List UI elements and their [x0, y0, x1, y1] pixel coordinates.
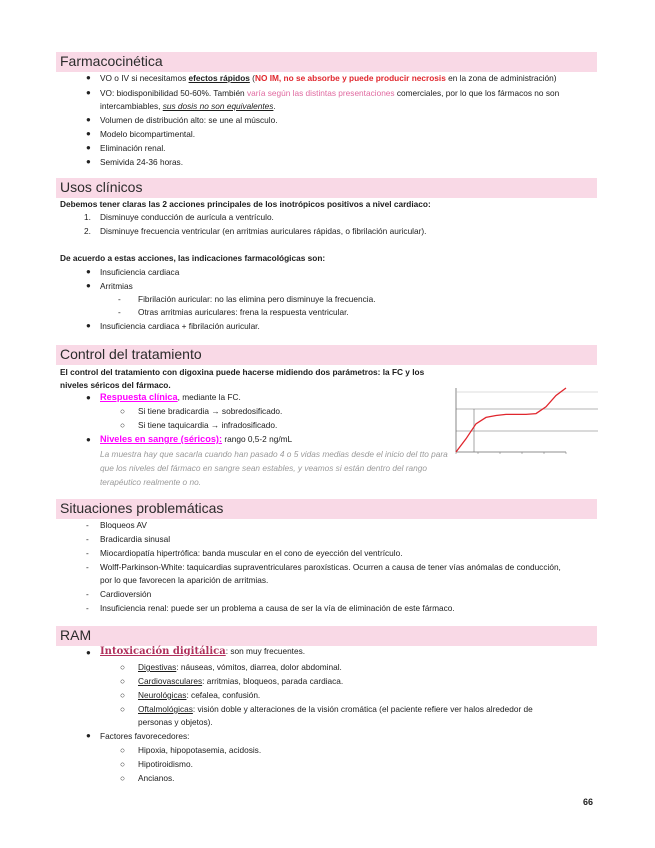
dash-icon: - [86, 562, 89, 572]
circle-bullet-icon: ○ [120, 773, 126, 783]
situacion-miocardiopatia: Miocardiopatía hipertrófica: banda muscular en el cono de eyección del ventrículo. [100, 548, 403, 558]
control-bradicardia: Si tiene bradicardia → sobredosificado. [138, 406, 283, 416]
bullet-icon: ● [86, 143, 91, 152]
circle-bullet-icon: ○ [120, 759, 126, 769]
circle-bullet-icon: ○ [120, 406, 126, 416]
ram-oftalmologicas-cont: personas y objetos). [138, 717, 213, 727]
usos-indic-intro: De acuerdo a estas acciones, las indicaciones farmacológicas son: [60, 253, 326, 263]
bullet-icon: ● [86, 648, 91, 657]
usos-intro: Debemos tener claras las 2 acciones principales de los inotrópicos positivos a nivel cardiaco: [60, 199, 431, 209]
circle-bullet-icon: ○ [120, 704, 126, 714]
digoxin-level-chart [432, 378, 602, 482]
ram-cardiovasculares: Cardiovasculares: arritmias, bloqueos, parada cardiaca. [138, 676, 344, 686]
bullet-icon: ● [86, 731, 91, 740]
section-title: Farmacocinética [60, 53, 163, 69]
control-note: La muestra hay que sacarla cuando han pasado 4 o 5 vidas medias desde el inicio del tto para que los niveles del fármaco en sangre sean estables, y veamos si están dentro del rango terapéutico realmente o no. [100, 449, 448, 487]
page-number: 66 [582, 797, 593, 807]
indic-item-arritmias: Arritmias [100, 281, 133, 291]
list-number: 2. [84, 226, 91, 236]
concentration-curve [456, 388, 566, 452]
section-header-usos [56, 178, 597, 198]
circle-bullet-icon: ○ [120, 745, 126, 755]
bullet-icon: ● [86, 129, 91, 138]
section-title: Situaciones problemáticas [60, 500, 224, 516]
circle-bullet-icon: ○ [120, 676, 126, 686]
list-number: 1. [84, 212, 91, 222]
indic-sub-otras: Otras arritmias auriculares: frena la respuesta ventricular. [138, 307, 349, 317]
bullet-icon: ● [86, 73, 91, 82]
bullet-icon: ● [86, 281, 91, 290]
ram-intoxicacion: Intoxicación digitálica: son muy frecuentes. [100, 646, 306, 657]
farmaco-item-modelo: Modelo bicompartimental. [100, 129, 195, 139]
farmaco-item-elim: Eliminación renal. [100, 143, 166, 153]
bullet-icon: ● [86, 157, 91, 166]
section-title: RAM [60, 627, 92, 643]
usos-action-1: Disminuye conducción de aurícula a ventrículo. [100, 212, 274, 222]
dash-icon: - [86, 548, 89, 558]
farmaco-item-vo: VO o IV si necesitamos efectos rápidos (NO IM, no se absorbe y puede producir necrosis en la zona de administración) [100, 73, 557, 83]
circle-bullet-icon: ○ [120, 690, 126, 700]
circle-bullet-icon: ○ [120, 662, 126, 672]
farmaco-item-bio: VO: biodisponibilidad 50-60%. También varía según las distintas presentaciones comerciales, por lo que los fármacos no son [100, 88, 560, 98]
control-intro-1: El control del tratamiento con digoxina puede hacerse midiendo dos parámetros: la FC y los [60, 367, 425, 377]
section-title: Usos clínicos [60, 179, 143, 195]
ram-digestivas: Digestivas: náuseas, vómitos, diarrea, dolor abdominal. [138, 662, 342, 672]
situacion-bradicardia: Bradicardia sinusal [100, 534, 171, 544]
indic-item-ic-fa: Insuficiencia cardiaca + fibrilación auricular. [100, 321, 260, 331]
dash-icon: - [86, 603, 89, 613]
control-intro-2: niveles séricos del fármaco. [60, 380, 171, 390]
dash-icon: - [86, 534, 89, 544]
situacion-cardioversion: Cardioversión [100, 589, 152, 599]
usos-action-2: Disminuye frecuencia ventricular (en arritmias auriculares rápidas, o fibrilación auricular). [100, 226, 427, 236]
bullet-icon: ● [86, 435, 91, 444]
control-niveles: Niveles en sangre (séricos): rango 0,5-2 ng/mL [100, 434, 293, 444]
section-header-ram [56, 626, 597, 646]
farmaco-item-bio-cont: intercambiables, sus dosis no son equivalentes. [100, 101, 276, 111]
dash-icon: - [118, 307, 121, 317]
section-header-farmacocinetica [56, 52, 597, 72]
bullet-icon: ● [86, 321, 91, 330]
indic-sub-fa: Fibrilación auricular: no las elimina pero disminuye la frecuencia. [138, 294, 376, 304]
section-header-control [56, 345, 597, 365]
indic-item-ic: Insuficiencia cardiaca [100, 267, 180, 277]
bullet-icon: ● [86, 88, 91, 97]
factor-hipotiroidismo: Hipotiroidismo. [138, 759, 193, 769]
bullet-icon: ● [86, 267, 91, 276]
situacion-bloqueos: Bloqueos AV [100, 520, 147, 530]
ram-neurologicas: Neurológicas: cefalea, confusión. [138, 690, 261, 700]
factor-ancianos: Ancianos. [138, 773, 175, 783]
control-respuesta: Respuesta clínica, mediante la FC. [100, 392, 241, 402]
farmaco-item-vol: Volumen de distribución alto: se une al músculo. [100, 115, 278, 125]
bullet-icon: ● [86, 393, 91, 402]
farmaco-item-semivida: Semivida 24-36 horas. [100, 157, 184, 167]
situacion-wpw-cont: por lo que favorecen la aparición de arritmias. [100, 575, 269, 585]
ram-oftalmologicas: Oftalmológicas: visión doble y alteraciones de la visión cromática (el paciente refiere ver halos alrededor de [138, 704, 533, 714]
dash-icon: - [118, 294, 121, 304]
circle-bullet-icon: ○ [120, 420, 126, 430]
dash-icon: - [86, 589, 89, 599]
section-title: Control del tratamiento [60, 346, 202, 362]
bullet-icon: ● [86, 115, 91, 124]
ram-factores: Factores favorecedores: [100, 731, 190, 741]
situacion-ir: Insuficiencia renal: puede ser un problema a causa de ser la vía de eliminación de este fármaco. [100, 603, 455, 613]
factor-hipoxia: Hipoxia, hipopotasemia, acidosis. [138, 745, 262, 755]
situacion-wpw: Wolff-Parkinson-White: taquicardias supraventriculares paroxísticas. Ocurren a causa de tener vías anómalas de conducción, [100, 562, 561, 572]
dash-icon: - [86, 520, 89, 530]
section-header-situaciones [56, 499, 597, 519]
control-taquicardia: Si tiene taquicardia → infradosificado. [138, 420, 278, 430]
